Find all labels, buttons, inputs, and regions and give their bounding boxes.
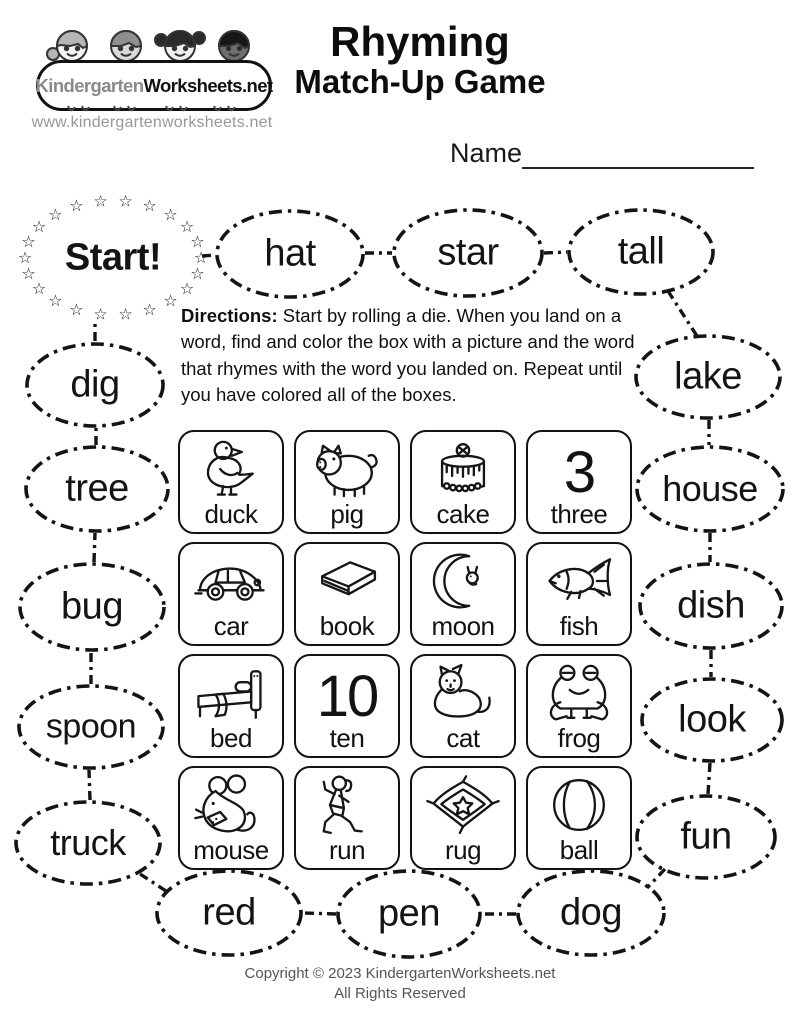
- space-label-lake: lake: [674, 355, 742, 398]
- card-book: [294, 542, 400, 646]
- star-icon: ☆: [163, 204, 178, 224]
- card-ball: [526, 766, 632, 870]
- card-word: book: [319, 611, 375, 641]
- book-icon: [307, 550, 387, 612]
- numeral-ten: 10: [316, 663, 378, 729]
- card-pig: [294, 430, 400, 534]
- connector-red-truck: [137, 872, 166, 891]
- connector-fun-dog: [647, 869, 665, 888]
- space-label-tall: tall: [617, 230, 665, 273]
- space-label-dish: dish: [677, 584, 745, 627]
- cake-icon: [423, 438, 503, 500]
- footer-copyright: Copyright © 2023 KindergartenWorksheets.net: [244, 965, 556, 982]
- mouse-icon: [191, 774, 271, 836]
- space-label-dog: dog: [560, 891, 622, 934]
- card-fish: [526, 542, 632, 646]
- footer: [100, 964, 700, 1005]
- connector-look-fun: [708, 763, 710, 794]
- star-icon: ☆: [17, 248, 33, 267]
- card-rug: [410, 766, 516, 870]
- card-word: duck: [204, 499, 258, 529]
- card-word: bed: [210, 723, 252, 753]
- logo-text-kindergarten: Kindergarten: [35, 74, 144, 96]
- page-title-line1: Rhyming: [330, 18, 510, 65]
- car-icon: [191, 550, 271, 612]
- card-word: mouse: [193, 835, 269, 865]
- card-moon: [410, 542, 516, 646]
- card-word: cat: [446, 723, 480, 753]
- space-label-star: star: [437, 231, 499, 274]
- space-label-bug: bug: [61, 585, 123, 628]
- star-icon: ☆: [69, 299, 84, 319]
- space-label-tree: tree: [65, 467, 129, 510]
- bed-icon: [191, 662, 271, 724]
- space-label-red: red: [202, 891, 256, 934]
- cat-icon: [423, 662, 503, 724]
- space-label-fun: fun: [680, 815, 732, 858]
- fish-icon: [539, 550, 619, 612]
- card-word: car: [213, 611, 249, 641]
- connector-truck-spoon: [89, 770, 90, 800]
- star-icon: ☆: [93, 191, 108, 211]
- star-icon: ☆: [21, 231, 36, 251]
- card-cat: [410, 654, 516, 758]
- space-label-look: look: [678, 698, 746, 741]
- frog-icon: [539, 662, 619, 724]
- star-icon: ☆: [48, 204, 63, 224]
- picture-card-grid: [178, 430, 632, 870]
- star-icon: ☆: [190, 231, 205, 251]
- card-duck: [178, 430, 284, 534]
- space-label-spoon: spoon: [45, 707, 137, 746]
- connector-tall-lake: [668, 291, 697, 336]
- card-word: three: [550, 499, 608, 529]
- card-mouse: [178, 766, 284, 870]
- rug-icon: [423, 774, 503, 836]
- space-label-house: house: [662, 468, 758, 509]
- duck-icon: [191, 438, 271, 500]
- pig-icon: [307, 438, 387, 500]
- connector-pen-red: [303, 913, 336, 914]
- space-label-dig: dig: [70, 363, 120, 406]
- star-icon: ☆: [179, 278, 195, 298]
- space-label-hat: hat: [264, 232, 316, 275]
- star-icon: ☆: [31, 278, 47, 298]
- directions-text: Start by rolling a die. When you land on a word, find and color the box with a picture and the word that rhymes with the word you landed on. Repeat until you have colored all of the boxes.: [181, 305, 635, 405]
- card-word: cake: [436, 499, 490, 529]
- card-word: moon: [431, 611, 495, 641]
- numeral-three: 3: [563, 439, 595, 505]
- card-cake: [410, 430, 516, 534]
- card-word: ball: [559, 835, 599, 865]
- run-icon: [307, 774, 387, 836]
- connector-star-tall: [544, 252, 567, 253]
- card-word: fish: [559, 611, 599, 641]
- card-frog: [526, 654, 632, 758]
- star-icon: ☆: [193, 248, 209, 267]
- star-icon: ☆: [190, 264, 205, 284]
- card-bed: [178, 654, 284, 758]
- star-icon: ☆: [69, 196, 84, 216]
- card-run: [294, 766, 400, 870]
- logo-website-url: www.kindergartenworksheets.net: [31, 114, 273, 131]
- star-icon: ☆: [31, 217, 47, 237]
- space-label-truck: truck: [50, 822, 126, 863]
- star-icon: ☆: [21, 264, 36, 284]
- star-icon: ☆: [179, 217, 195, 237]
- ball-icon: [539, 774, 619, 836]
- space-label-start: Start!: [64, 236, 162, 279]
- directions-label: Directions:: [181, 305, 278, 326]
- star-icon: ☆: [163, 291, 178, 311]
- card-word: ten: [329, 723, 365, 753]
- star-icon: ☆: [142, 196, 157, 216]
- card-word: frog: [557, 723, 601, 753]
- moon-icon: [423, 550, 503, 612]
- star-icon: ☆: [118, 191, 133, 211]
- space-label-pen: pen: [378, 892, 440, 935]
- card-three: [526, 430, 632, 534]
- card-ten: [294, 654, 400, 758]
- card-word: run: [328, 835, 366, 865]
- card-car: [178, 542, 284, 646]
- logo-text-worksheets: Worksheets.net: [143, 74, 273, 96]
- star-icon: ☆: [93, 304, 108, 324]
- page-title-line2: Match-Up Game: [294, 63, 546, 101]
- star-icon: ☆: [48, 291, 63, 311]
- footer-rights: All Rights Reserved: [334, 985, 466, 1003]
- connector-bug-tree: [94, 533, 95, 562]
- card-word: pig: [330, 499, 364, 529]
- star-icon: ☆: [118, 304, 133, 324]
- card-word: rug: [444, 835, 482, 865]
- name-label: Name: [450, 138, 523, 168]
- star-icon: ☆: [142, 299, 157, 319]
